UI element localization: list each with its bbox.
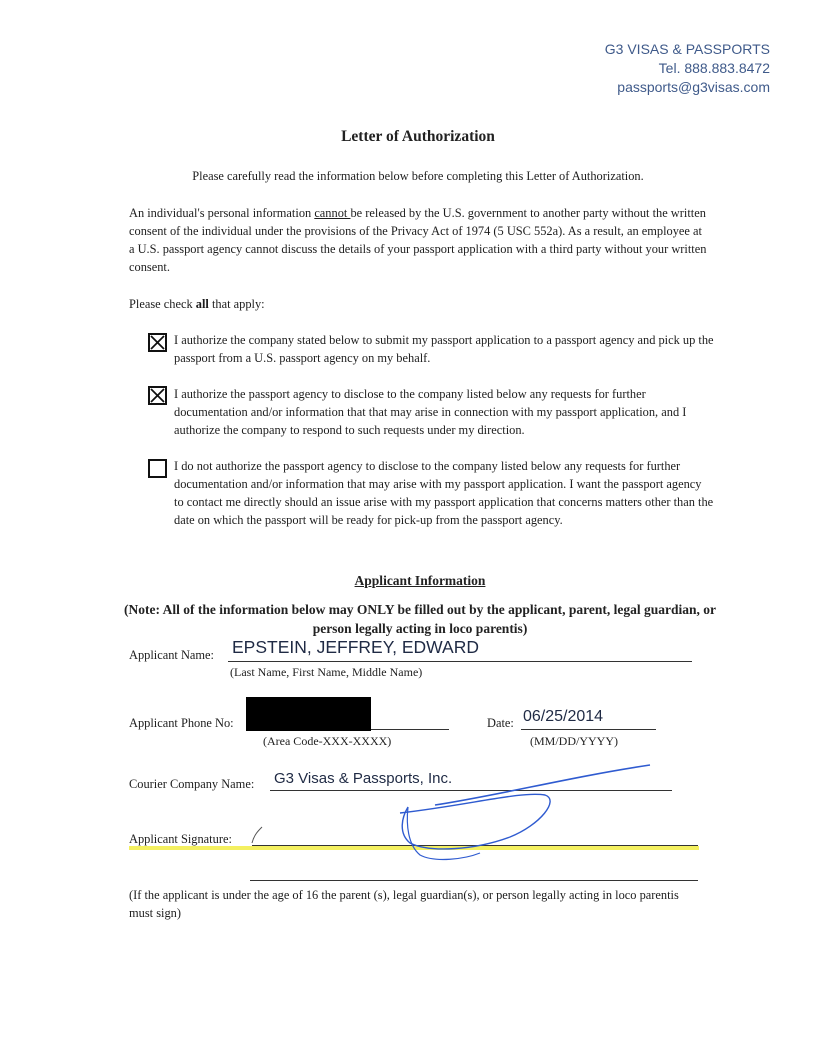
phone-redaction[interactable] — [246, 697, 371, 731]
option-text: I do not authorize the passport agency to disclose to the company listed below any requests for further documentation and/or information that may arise with my passport application. I want the passport agency to contact me directly should an issue arise with my passport application that concerns matters other than the date on which the passport will be ready for pick-up from the passport agency. — [174, 459, 714, 527]
page-title: Letter of Authorization — [341, 128, 495, 145]
privacy-emphasis: cannot — [314, 206, 351, 220]
checkbox-x-mark-icon — [150, 388, 165, 403]
authorize-disclose-checkbox[interactable] — [148, 386, 167, 405]
company-name: G3 VISAS & PASSPORTS — [604, 41, 770, 57]
applicant-note: (Note: All of the information below may ONLY be filled out by the applicant, parent, legal guardian, or person legally acting in loco parentis) — [123, 602, 716, 636]
do-not-authorize-checkbox[interactable] — [148, 459, 167, 478]
date-field-line — [521, 729, 656, 730]
checkbox-x-mark-icon — [150, 335, 165, 350]
date-label: Date: — [487, 716, 514, 730]
applicant-section-title: Applicant Information — [354, 573, 486, 588]
name-field-line — [228, 661, 692, 662]
signature-label: Applicant Signature: — [129, 832, 232, 846]
name-hint: (Last Name, First Name, Middle Name) — [230, 665, 423, 679]
authorize-submit-checkbox[interactable] — [148, 333, 167, 352]
check-prompt-end: that apply: — [208, 297, 265, 311]
phone-hint: (Area Code-XXX-XXXX) — [263, 734, 392, 748]
courier-company-field[interactable]: G3 Visas & Passports, Inc. — [274, 770, 453, 787]
check-prompt-start: Please check — [129, 297, 196, 311]
date-field[interactable]: 06/25/2014 — [523, 708, 604, 725]
company-email: passports@g3visas.com — [617, 79, 770, 95]
name-label: Applicant Name: — [129, 648, 214, 662]
intro-text: Please carefully read the information below before completing this Letter of Authorization. — [192, 169, 644, 183]
date-hint: (MM/DD/YYYY) — [530, 734, 618, 748]
option-text: I authorize the passport agency to disclose to the company listed below any requests for further documentation and/or information that that may arise in connection with my passport application, and I authorize the company to respond to such requests under my direction. — [174, 387, 687, 437]
option-text: I authorize the company stated below to submit my passport application to a passport agency and pick up the passport from a U.S. passport agency on my behalf. — [174, 333, 714, 365]
privacy-paragraph — [129, 204, 709, 276]
guardian-signature-line[interactable] — [250, 880, 698, 881]
footer-note: (If the applicant is under the age of 16 the parent (s), legal guardian(s), or person legally acting in loco parentis must sign) — [129, 888, 679, 920]
signature-scribble — [240, 755, 670, 865]
company-phone: Tel. 888.883.8472 — [658, 60, 770, 76]
applicant-name-field[interactable]: EPSTEIN, JEFFREY, EDWARD — [232, 637, 479, 657]
privacy-text-end: be released by the U.S. government to another party without the written consent of the individual under the provisions of the Privacy Act of 1974 (5 USC 552a). As a result, an employee at a U.S. passport agency cannot discuss the details of your passport application with a third party without your written consent. — [129, 206, 707, 274]
phone-label: Applicant Phone No: — [129, 716, 234, 730]
check-prompt-bold: all — [195, 297, 209, 311]
privacy-text-start: An individual's personal information — [129, 206, 315, 220]
courier-label: Courier Company Name: — [129, 777, 255, 791]
company-header — [605, 40, 770, 97]
check-prompt — [129, 295, 265, 313]
